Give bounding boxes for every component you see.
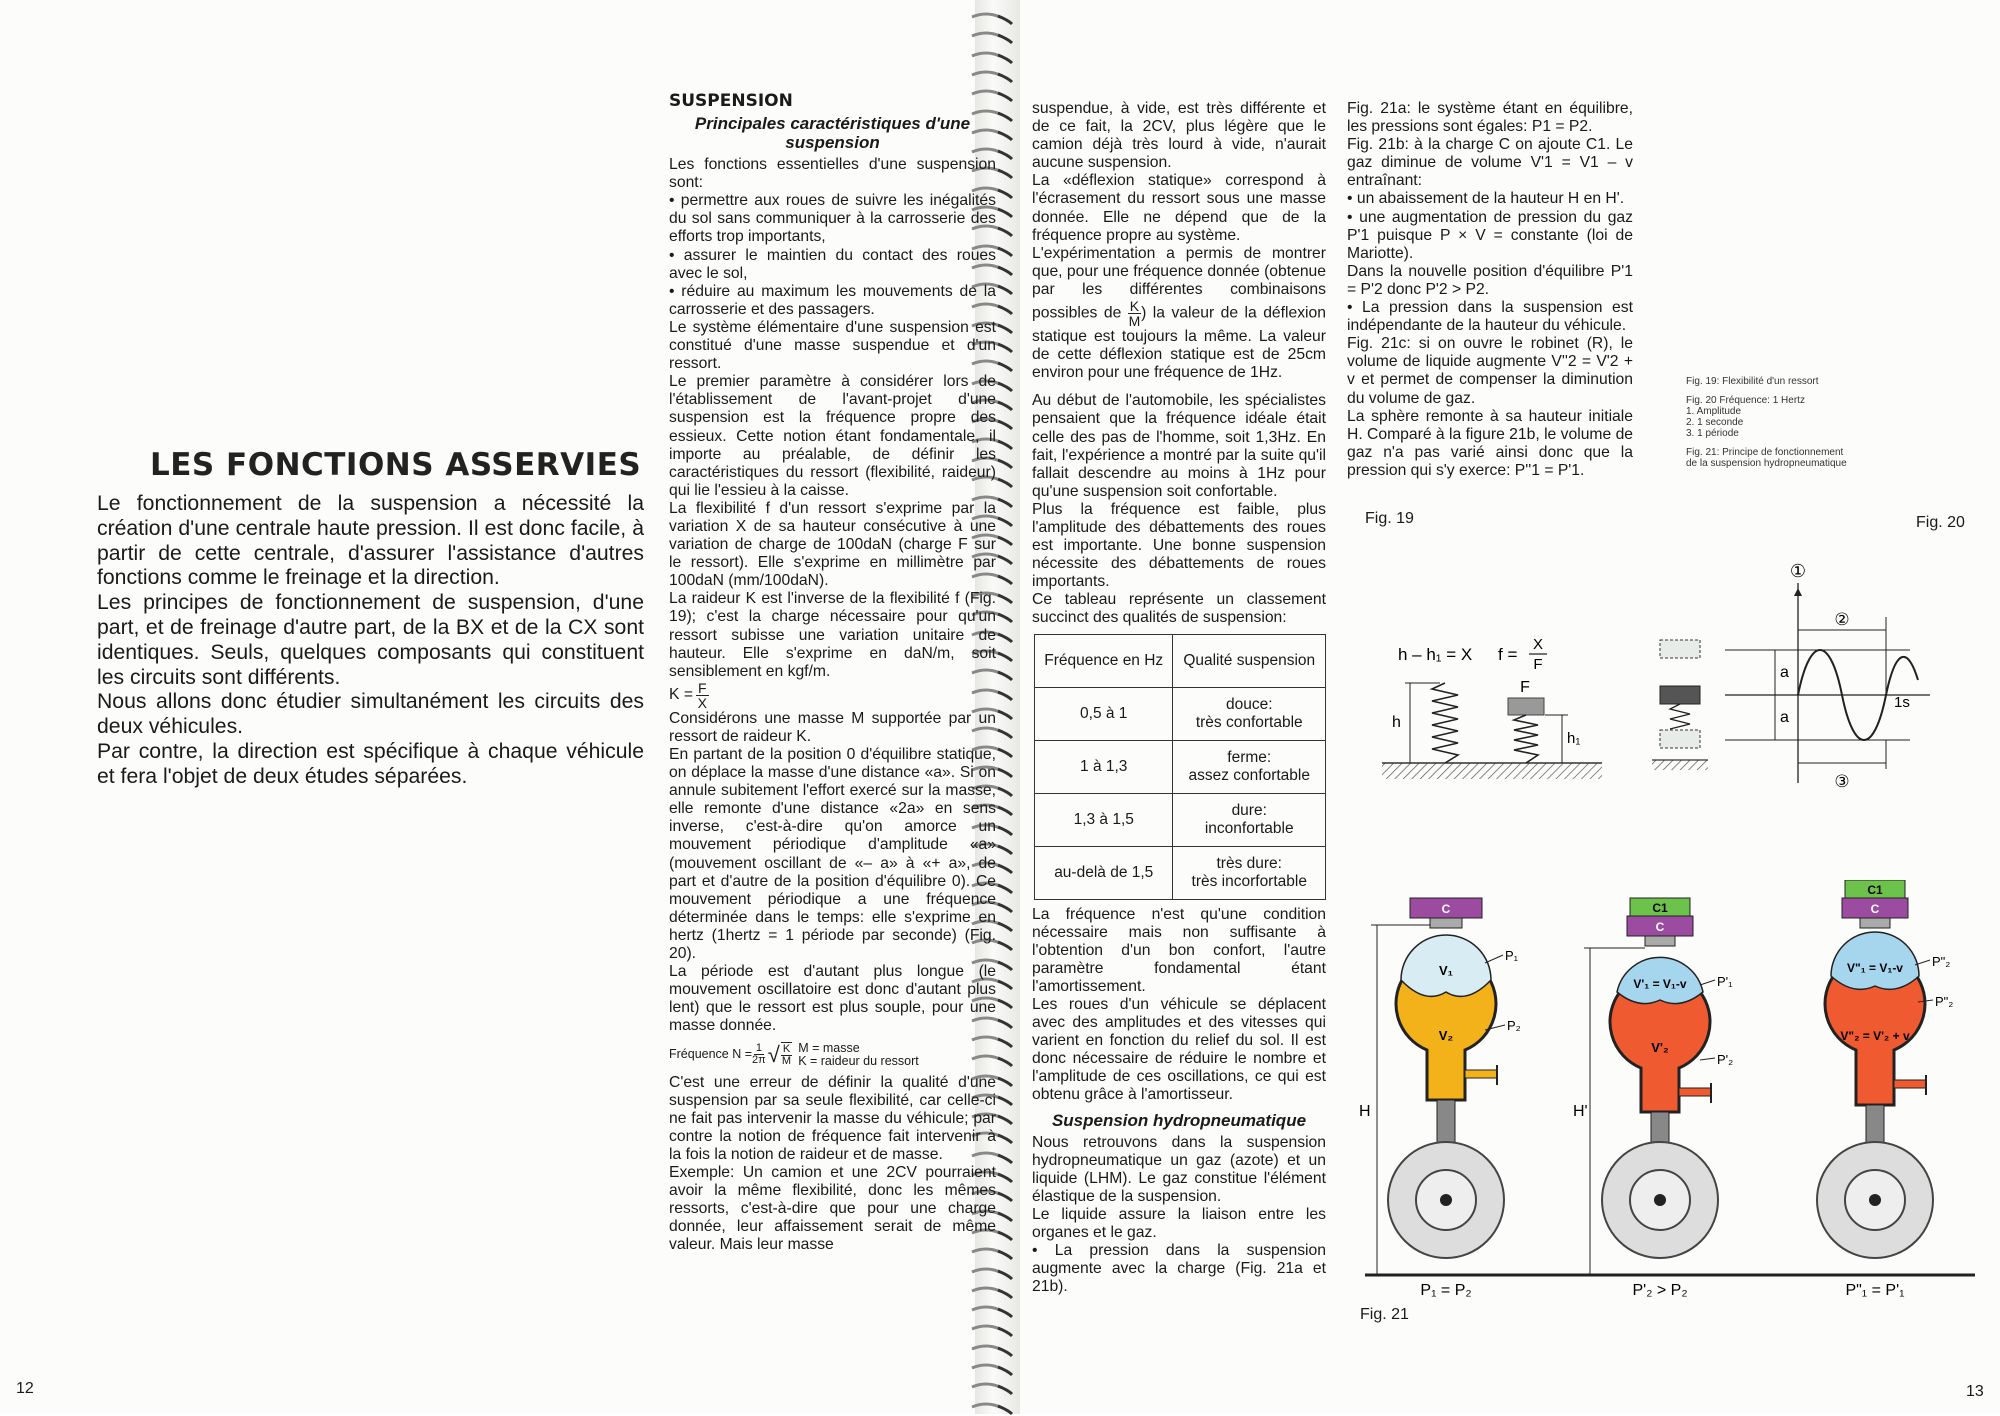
binding-coil	[968, 1363, 1016, 1377]
binding-coil	[968, 1267, 1016, 1281]
fig19-eq2-den: F	[1533, 656, 1543, 673]
text-column-2	[1032, 100, 1326, 1296]
cell-line: très incorfortable	[1191, 872, 1307, 890]
fig19-label: Fig. 19	[1365, 510, 1414, 527]
paragraph: En partant de la position 0 d'équilibre statique, on déplace la masse d'une distance «a». Si on annule subitement l'effort exercé sur la masse, elle remonte d'une distance «2a» en sens inverse, c'est-à-dire qu'on amorce un mouvement périodique d'amplitude «a» (mouvement oscillant de «– a» à «+ a», de part et d'autre de la position d'équilibre 0). Ce mouvement périodique a une fréquence déterminée dans le temps: elle s'exprime en hertz (1hertz = 1 période par seconde) (Fig. 20).	[669, 746, 996, 963]
denominator: M	[781, 1055, 792, 1067]
binding-coil	[968, 51, 1016, 65]
mass-rest-position	[1660, 686, 1700, 704]
cell-line: assez confortable	[1188, 766, 1310, 784]
paragraph: Les fonctions essentielles d'une suspension sont:	[669, 156, 996, 192]
binding-coil	[968, 1382, 1016, 1396]
fig19-h: h	[1392, 714, 1401, 731]
table-header: Fréquence en Hz	[1035, 634, 1173, 687]
label-Ppp2-a: P"₂	[1932, 954, 1951, 969]
cell-line: dure:	[1231, 801, 1267, 819]
caption-line: 2. 1 seconde	[1686, 417, 1744, 428]
fig20-one-second: 1s	[1894, 694, 1910, 711]
chapter-title: LES FONCTIONS ASSERVIES	[150, 447, 642, 483]
paragraph: Plus la fréquence est faible, plus l'amplitude des débattements des roues est importante. Une bonne suspension nécessite des débattements de roues importants.	[1032, 500, 1326, 591]
binding-coil	[968, 1324, 1016, 1338]
label-C: C	[1441, 902, 1451, 916]
wheel-axle	[1869, 1194, 1881, 1206]
caption-line: de la suspension hydropneumatique	[1686, 458, 1847, 469]
label-Vp2: V'₂	[1651, 1040, 1669, 1055]
bullet: • assurer le maintien du contact des roues avec le sol,	[669, 246, 996, 282]
paragraph: Considérons une masse M supportée par un ressort de raideur K.	[669, 709, 996, 745]
table-row	[1035, 793, 1326, 846]
table-cell: 1,3 à 1,5	[1035, 793, 1173, 846]
legend-line: K = raideur du ressort	[798, 1053, 919, 1068]
fig20-marker-2: ②	[1834, 610, 1850, 630]
fig20-a-upper: a	[1780, 664, 1789, 681]
cell-line: douce:	[1225, 695, 1273, 713]
unloaded-spring	[1432, 683, 1458, 763]
axis-arrow	[1794, 588, 1802, 596]
legend-line: M = masse	[798, 1040, 860, 1055]
label-P1: P₁	[1505, 948, 1519, 963]
paragraph: La flexibilité f d'un ressort s'exprime par la variation X de sa hauteur consécutive à une variation de charge de 100daN (charge F sur le ressort). Elle s'exprime en millimètre par 100daN (mm/100daN).	[669, 499, 996, 590]
fig21-hydropneumatic-diagram	[1355, 880, 1985, 1300]
fig20-marker-3: ③	[1834, 772, 1850, 792]
ground	[1382, 763, 1602, 779]
label-eq-b: P'₂ > P₂	[1632, 1282, 1688, 1299]
text-column-3	[1347, 100, 1633, 480]
fig19-spring-diagram	[1370, 625, 1610, 790]
frequency-formula	[669, 1042, 996, 1068]
fig19-eq2-lhs: f =	[1498, 645, 1518, 664]
paragraph: Fig. 21b: à la charge C on ajoute C1. Le gaz diminue de volume V'1 = V1 – v entraînant:	[1347, 136, 1633, 190]
caption-fig21: Fig. 21: Principe de fonctionnement	[1686, 447, 1844, 458]
table-row	[1035, 740, 1326, 793]
label-Vpp1: V"₁ = V₁-v	[1847, 961, 1903, 975]
formula-lhs: K =	[669, 686, 693, 704]
paragraph: C'est une erreur de définir la qualité d'une suspension par sa seule flexibilité, car celle-ci ne fait pas intervenir la masse du véhicule; par contre la notion de fréquence fait intervenir à la fois la notion de raideur et de masse.	[669, 1073, 996, 1163]
leader-line	[1700, 980, 1715, 985]
denominator: 2π	[752, 1054, 766, 1066]
label-eq-a: P₁ = P₂	[1420, 1282, 1472, 1299]
table-cell	[1173, 740, 1326, 793]
label-V2: V₂	[1438, 1028, 1454, 1043]
intro-paragraph: Le fonctionnement de la suspension a nécessité la création d'une centrale haute pression. Il est donc facile, à partir de cette centrale, d'assurer l'assistance d'autres fonctions comme le freinage et la direction.	[97, 492, 644, 590]
caption-line: 1. Amplitude	[1686, 406, 1742, 417]
table-cell	[1173, 793, 1326, 846]
paragraph: Au début de l'automobile, les spécialistes pensaient que la fréquence idéale était celle des pas de l'homme, soit 1,3Hz. En fait, l'expérience a montré par la suite qu'il fallait descendre au moins à 1Hz pour qu'une suspension soit confortable.	[1032, 392, 1326, 500]
paragraph: Fig. 21c: si on ouvre le robinet (R), le volume de liquide augmente V''2 = V'2 + v et permet de compenser la diminution du volume de gaz.	[1347, 335, 1633, 407]
intro-paragraph: Par contre, la direction est spécifique à chaque véhicule et fera l'objet de deux études séparées.	[97, 739, 644, 788]
page-number-left: 12	[16, 1380, 34, 1397]
label-C1: C1	[1867, 883, 1883, 897]
oscillating-spring	[1670, 704, 1690, 729]
fig20-oscillation-diagram	[1640, 555, 1940, 800]
outlet-pipe	[1465, 1070, 1497, 1078]
caption-fig20: Fig. 20 Fréquence: 1 Hertz	[1686, 395, 1805, 406]
load-block	[1508, 698, 1544, 715]
paragraph: Ce tableau représente un classement succinct des qualités de suspension:	[1032, 591, 1326, 627]
binding-coil	[968, 1344, 1016, 1358]
outlet-pipe	[1894, 1080, 1926, 1088]
bullet: • réduire au maximum les mouvements de la carrosserie et des passagers.	[669, 282, 996, 318]
caption-line: 3. 1 période	[1686, 428, 1739, 439]
label-C: C	[1655, 920, 1665, 934]
table-cell	[1173, 687, 1326, 740]
sphere-cap	[1430, 918, 1462, 928]
numerator: K	[782, 1043, 791, 1055]
paragraph	[1032, 245, 1326, 383]
sphere-a	[1359, 898, 1521, 1299]
table-cell: au-delà de 1,5	[1035, 846, 1173, 899]
fraction	[752, 1043, 766, 1066]
radical-sign: √	[767, 1042, 780, 1067]
subsection-title: Principales caractéristiques d'une suspension	[694, 114, 971, 153]
fraction	[1128, 299, 1141, 328]
label-Vpp2: V"₂ = V'₂ + v	[1840, 1029, 1910, 1043]
mass-lower-position	[1660, 730, 1700, 748]
table-cell: 0,5 à 1	[1035, 687, 1173, 740]
binding-coil	[968, 12, 1016, 26]
label-Pp2: P'₂	[1717, 1052, 1734, 1067]
label-Vp1: V'₁ = V₁-v	[1633, 977, 1687, 991]
fraction	[781, 1042, 792, 1067]
fig19-F: F	[1520, 679, 1530, 696]
fig19-h1: h₁	[1567, 730, 1581, 747]
table-row	[1035, 687, 1326, 740]
outlet-pipe	[1679, 1088, 1711, 1096]
label-Hp: H'	[1573, 1103, 1588, 1120]
paragraph: Nous retrouvons dans la suspension hydropneumatique un gaz (azote) et un liquide (LHM). Le gaz constitue l'élément élastique de la suspension.	[1032, 1133, 1326, 1205]
table-row	[1035, 846, 1326, 899]
binding-coil	[968, 1305, 1016, 1319]
label-C: C	[1870, 902, 1880, 916]
paragraph: Dans la nouvelle position d'équilibre P'1 = P'2 donc P'2 > P2.	[1347, 262, 1633, 298]
cell-line: ferme:	[1227, 748, 1272, 766]
label-H: H	[1359, 1103, 1371, 1120]
numerator: 1	[755, 1042, 762, 1054]
label-Ppp2-b: P"₂	[1935, 994, 1954, 1009]
paragraph: Fig. 21a: le système étant en équilibre, les pressions sont égales: P1 = P2.	[1347, 100, 1633, 136]
paragraph: suspendue, à vide, est très différente et de ce fait, la 2CV, plus légère que le camion déjà très lourd à vide, n'aurait aucune suspension.	[1032, 100, 1326, 172]
leader-line	[1700, 1058, 1715, 1060]
fig20-label: Fig. 20	[1916, 514, 1965, 531]
binding-coil	[968, 31, 1016, 45]
formula-lhs: Fréquence N =	[669, 1047, 753, 1061]
paragraph: Le liquide assure la liaison entre les organes et le gaz.	[1032, 1205, 1326, 1242]
fig19-eq2-num: X	[1532, 636, 1544, 653]
fig19-eq1: h – h₁ = X	[1398, 645, 1473, 664]
table-header: Qualité suspension	[1173, 634, 1326, 687]
label-P2: P₂	[1507, 1018, 1521, 1033]
paragraph: La période est d'autant plus longue (le mouvement oscillatoire est donc d'autant plus lent) que le ressort est plus souple, pour une masse donnée.	[669, 963, 996, 1035]
bullet: • une augmentation de pression du gaz P'1 puisque P × V = constante (loi de Mariotte).	[1347, 208, 1633, 262]
label-Pp1: P'₁	[1717, 974, 1733, 989]
label-V1: V₁	[1438, 963, 1454, 978]
bullet: • La pression dans la suspension augmente avec la charge (Fig. 21a et 21b).	[1032, 1242, 1326, 1296]
table-cell	[1173, 846, 1326, 899]
wheel-axle	[1440, 1194, 1452, 1206]
cell-line: inconfortable	[1204, 819, 1294, 837]
fig20-a-lower: a	[1780, 709, 1789, 726]
fraction	[696, 681, 709, 710]
paragraph: La fréquence n'est qu'une condition nécessaire mais non suffisante à l'obtention d'un bon confort, l'autre paramètre fondamental étant l'amortissement.	[1032, 905, 1326, 995]
caption-fig19: Fig. 19: Flexibilité d'un ressort	[1686, 376, 1819, 387]
paragraph: La raideur K est l'inverse de la flexibilité f (Fig. 19); c'est la charge nécessaire pour qu'un ressort subisse une variation unitaire de hauteur. Elle s'exprime en daN/m, soit sensiblement en kgf/m.	[669, 590, 996, 680]
suspension-quality-table	[1034, 634, 1326, 900]
binding-coil	[968, 1402, 1016, 1416]
section-title: SUSPENSION	[669, 91, 793, 111]
bullet: • permettre aux roues de suivre les inégalités du sol sans communiquer à la carrosserie des efforts trop importants,	[669, 192, 996, 246]
formula-legend	[798, 1042, 919, 1068]
sphere-cap	[1645, 936, 1675, 946]
sphere-b	[1573, 898, 1733, 1299]
cell-line: très confortable	[1195, 713, 1303, 731]
subsection-title: Suspension hydropneumatique	[1051, 1110, 1307, 1130]
bullet: • La pression dans la suspension est indépendante de la hauteur du véhicule.	[1347, 299, 1633, 335]
binding-coil	[968, 70, 1016, 84]
paragraph: Le système élémentaire d'une suspension est constitué d'une masse suspendue et d'un ressort.	[669, 318, 996, 373]
leader-line	[1485, 955, 1503, 963]
paragraph: Le premier paramètre à considérer lors de l'établissement de l'avant-projet d'une suspension est la fréquence propre des essieux. Cette notion étant fondamentale, il importe au préalable, de définir les caractéristiques du ressort (flexibilité, raideur) qui lie l'essieu à la caisse.	[669, 373, 996, 499]
stiffness-formula	[669, 681, 996, 710]
numerator: F	[697, 679, 707, 696]
cell-line: très dure:	[1216, 854, 1282, 872]
paragraph: La sphère remonte à sa hauteur initiale H. Comparé à la figure 21b, le volume de gaz n'a pas varié ainsi donc que la pression qui s'y exerce: P''1 = P'1.	[1347, 407, 1634, 479]
page-number-right: 13	[1966, 1383, 1984, 1400]
figure-captions	[1686, 376, 1906, 469]
bullet: • un abaissement de la hauteur H en H'.	[1347, 190, 1625, 208]
label-C1: C1	[1652, 901, 1668, 915]
loaded-spring	[1514, 715, 1538, 763]
paragraph: Les roues d'un véhicule se déplacent avec des amplitudes et des vitesses qui varient en fonction du relief du sol. Il est donc nécessaire de réduire le nombre et l'amplitude de ces oscillations, ce qui est obtenu grâce à l'amortisseur.	[1032, 996, 1326, 1104]
spacer	[1460, 880, 1461, 881]
denominator: M	[1128, 313, 1141, 330]
intro-paragraph: Les principes de fonctionnement de suspension, d'une part, et de freinage d'autre part, de la BX et de la CX sont identiques. Seuls, quelques composants qui constituent les circuits sont différents.	[97, 591, 644, 689]
sphere-cap	[1860, 918, 1890, 928]
table-cell: 1 à 1,3	[1035, 740, 1173, 793]
label-eq-c: P"₁ = P'₁	[1845, 1282, 1905, 1299]
fig21-label: Fig. 21	[1360, 1306, 1409, 1323]
mass-upper-position	[1660, 640, 1700, 658]
denominator: X	[697, 694, 707, 711]
numerator: K	[1129, 298, 1140, 315]
paragraph: La «déflexion statique» correspond à l'écrasement du ressort sous une masse donnée. Elle ne dépend que de la fréquence propre au système.	[1032, 172, 1326, 244]
ground	[1652, 760, 1708, 770]
table-header-row	[1035, 634, 1326, 687]
fig20-marker-1: ①	[1789, 561, 1807, 582]
wheel-axle	[1654, 1194, 1666, 1206]
binding-coil	[968, 1286, 1016, 1300]
paragraph: Exemple: Un camion et une 2CV pourraient avoir la même flexibilité, donc les mêmes ressorts, c'est-à-dire que pour une charge donnée, leur affaissement serait de même valeur. Mais leur masse	[669, 1163, 996, 1254]
intro-paragraph: Nous allons donc étudier simultanément les circuits des deux véhicules.	[97, 690, 644, 739]
intro-text	[97, 492, 644, 790]
text-column-1	[669, 92, 996, 1254]
text-run: ) la valeur de la déflexion statique est toujours la même. La valeur de cette déflexion statique est de 25cm environ pour une fréquence de 1Hz.	[1032, 304, 1326, 382]
text-run: L'expérimentation a permis de montrer que, pour une fréquence donnée (obtenue par les différentes combinaisons possibles de	[1032, 244, 1326, 322]
